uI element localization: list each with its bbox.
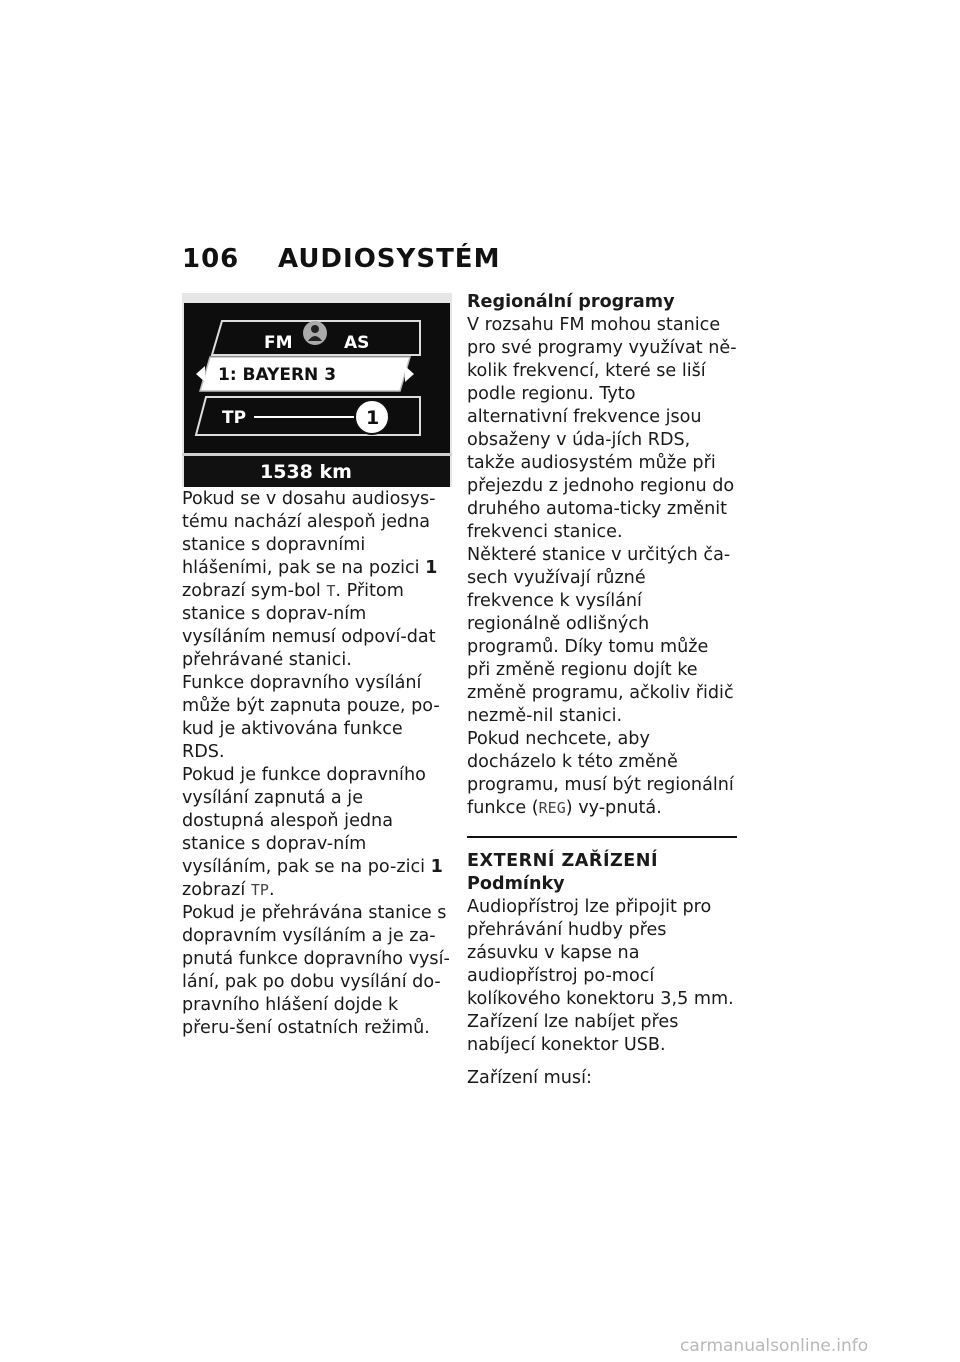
tft-display-illustration [182, 293, 452, 487]
paragraph: Pokud je funkce dopravního vysílání zapnutá a je dostupná alespoň jedna stanice s doprav-ním vysíláním, pak se na po-zici 1 zobrazí TP. [182, 765, 443, 900]
paragraph: Pokud se v dosahu audiosys-tému nachází alespoň jedna stanice s dopravními hlášeními, pak se na pozici 1 zobrazí sym-bol T. Přitom stanice s doprav-ním vysíláním nemusí odpoví-dat přehrávané stanici. [182, 489, 438, 670]
band-label: FM [264, 333, 293, 353]
paragraph: Pokud nechcete, aby docházelo k této změně programu, musí být regionální funkce (REG) vy-pnutá. [467, 729, 734, 818]
paragraph: Některé stanice v určitých ča-sech využívají různé frekvence k vysílání regionálně odlišných programů. Díky tomu může při změně regionu dojít ke změně programu, ačkoliv řidič nezmě-nil stanici. [467, 545, 734, 726]
paragraph: Audiopřístroj lze připojit pro přehrávání hudby přes zásuvku v kapse na audiopřístroj po-mocí kolíkového konektoru 3,5 mm. Zařízení lze nabíjet přes nabíjecí konektor USB. [467, 897, 734, 1055]
mode-label: AS [344, 333, 370, 353]
paragraph: Funkce dopravního vysílání může být zapnuta pouze, po-kud je aktivována funkce RDS. [182, 673, 440, 762]
subheading-regional: Regionální programy [467, 292, 675, 312]
distance-readout: 1538 km [260, 461, 352, 483]
rds-person-icon [303, 321, 327, 345]
section-divider [467, 836, 737, 838]
section-title: EXTERNÍ ZAŘÍZENÍ [467, 851, 659, 871]
callout-number: 1 [366, 407, 380, 429]
paragraph: Zařízení musí: [467, 1068, 592, 1088]
subheading-conditions: Podmínky [467, 874, 565, 894]
station-name: 1: BAYERN 3 [218, 365, 337, 385]
page-number: 106 [182, 244, 240, 274]
chapter-title: AUDIOSYSTÉM [278, 244, 501, 274]
watermark: carmanualsonline.info [680, 1336, 869, 1356]
paragraph: Pokud je přehrávána stanice s dopravním vysíláním a je za-pnutá funkce dopravního vysí-lání, pak po dobu vysílání do-pravního hlášení dojde k přeru-šení ostatních režimů. [182, 903, 450, 1038]
right-column [467, 291, 737, 1090]
page-header [182, 244, 500, 274]
tp-label: TP [222, 408, 247, 428]
paragraph: V rozsahu FM mohou stanice pro své programy využívat ně-kolik frekvencí, které se liší podle regionu. Tyto alternativní frekvence jsou obsaženy v úda-jích RDS, takže audiosystém může při přejezdu z jednoho regionu do druhého automa-ticky změnit frekvenci stanice. [467, 315, 737, 542]
left-column [182, 488, 450, 1040]
